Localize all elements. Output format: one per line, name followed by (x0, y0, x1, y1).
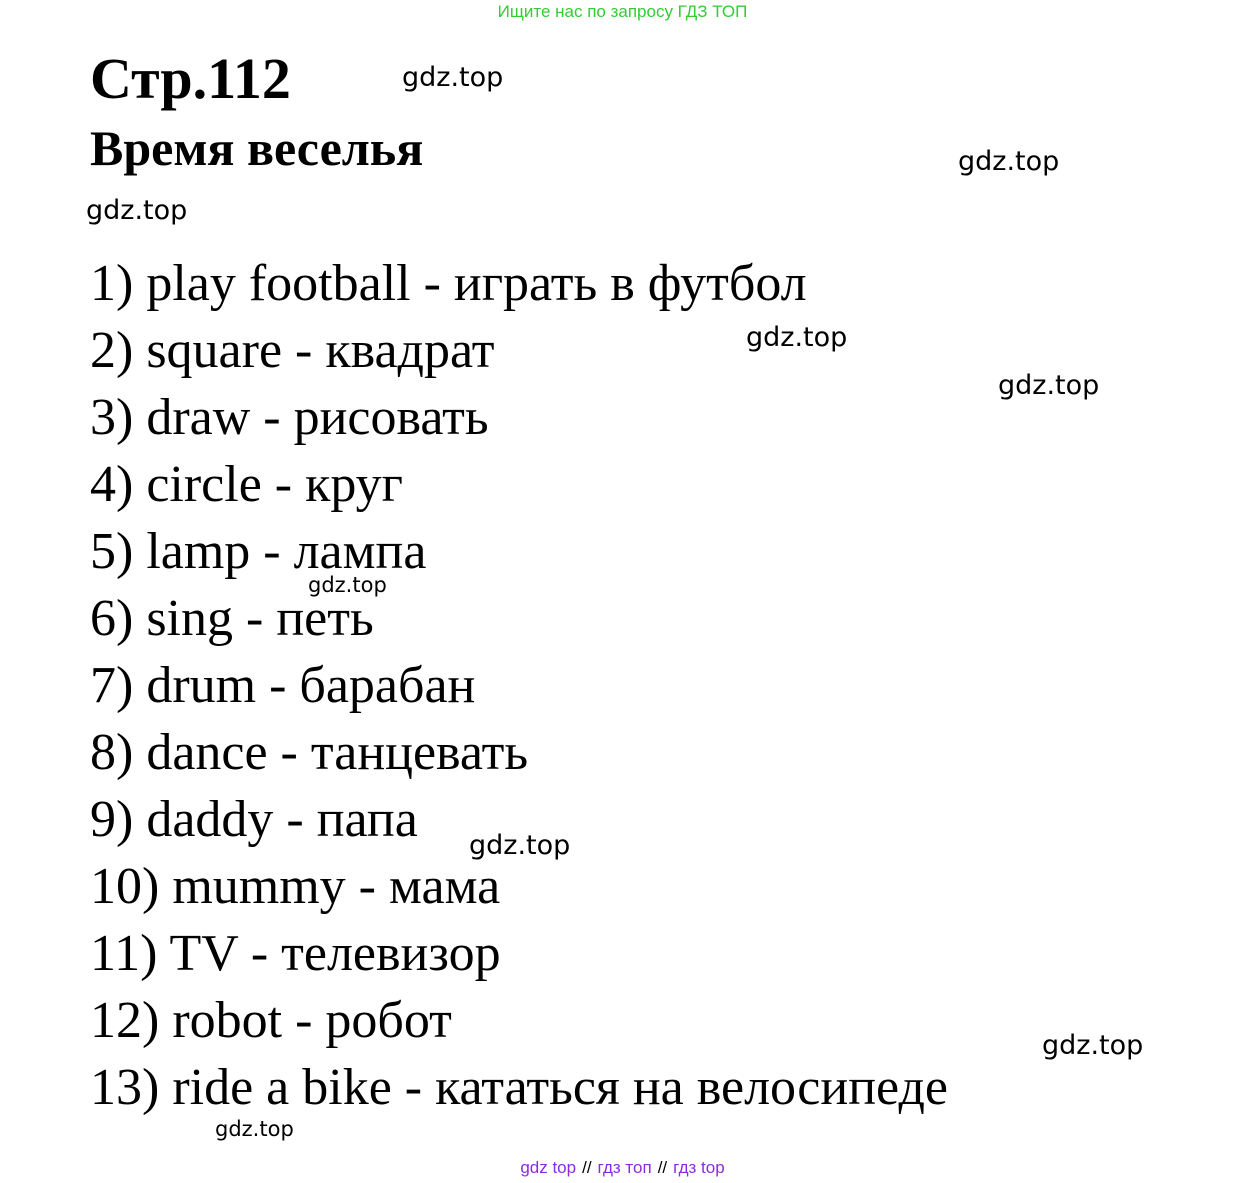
watermark: gdz.top (958, 146, 1060, 177)
watermark: gdz.top (1042, 1030, 1144, 1061)
list-item: 1) play football - играть в футбол (90, 255, 807, 312)
list-item: 13) ride a bike - кататься на велосипеде (90, 1059, 948, 1116)
watermark: gdz.top (402, 62, 504, 93)
footer-link-gdz-top-mixed[interactable]: гдз top (673, 1158, 725, 1177)
footer-links (0, 1156, 1245, 1180)
footer-separator: // (657, 1158, 668, 1177)
list-item: 11) TV - телевизор (90, 925, 501, 982)
page-number: Стр.112 (90, 46, 291, 111)
footer-separator: // (582, 1158, 592, 1177)
list-item: 12) robot - робот (90, 992, 452, 1049)
list-item: 9) daddy - папа (90, 791, 418, 848)
watermark: gdz.top (215, 1117, 294, 1141)
list-item: 3) draw - рисовать (90, 389, 489, 446)
list-item: 8) dance - танцевать (90, 724, 529, 781)
list-item: 7) drum - барабан (90, 657, 476, 714)
watermark: gdz.top (998, 370, 1100, 401)
watermark: gdz.top (746, 322, 848, 353)
section-title: Время веселья (90, 120, 424, 176)
footer-link-gdz-top-ru[interactable]: гдз топ (597, 1158, 652, 1177)
watermark: gdz.top (86, 195, 188, 226)
vocabulary-list (90, 250, 948, 1121)
list-item: 4) circle - круг (90, 456, 403, 513)
list-item: 5) lamp - лампа (90, 523, 427, 580)
footer-link-gdz-top[interactable]: gdz top (520, 1158, 577, 1177)
list-item: 2) square - квадрат (90, 322, 495, 379)
list-item: 6) sing - петь (90, 590, 374, 647)
top-banner[interactable]: Ищите нас по запросу ГДЗ ТОП (497, 2, 748, 21)
watermark: gdz.top (308, 573, 387, 597)
watermark: gdz.top (469, 830, 571, 861)
list-item: 10) mummy - мама (90, 858, 501, 915)
